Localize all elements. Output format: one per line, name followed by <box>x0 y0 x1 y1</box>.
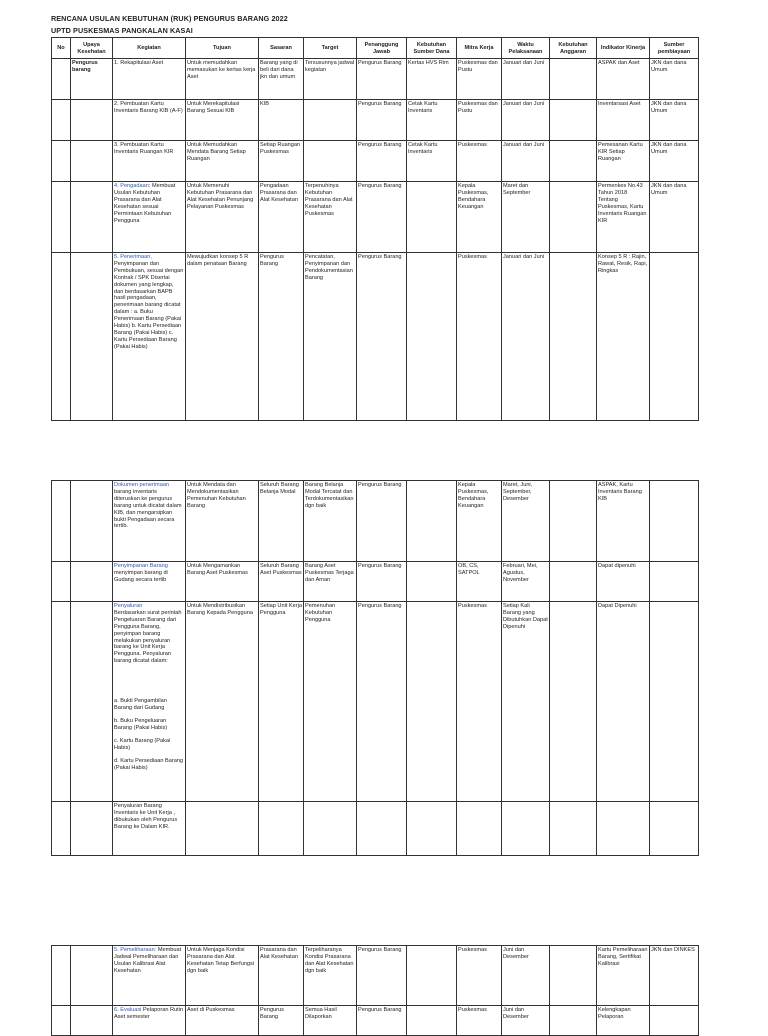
kegiatan-heading: Dokumen penerimaan <box>114 482 170 488</box>
table-row <box>52 141 699 182</box>
header-kebutuhan-sumber-dana: Kebutuhan Sumber Dana <box>407 38 457 59</box>
cell-tujuan: Untuk Memudahkan Mendata Barang Setiap Ruangan <box>186 141 259 182</box>
cell-anggaran <box>550 562 597 602</box>
cell-anggaran <box>550 253 597 421</box>
cell-waktu: Januari dan Juni <box>502 253 550 421</box>
cell-dana <box>407 602 457 802</box>
cell-sasaran: Pengurus Barang <box>259 1006 304 1036</box>
cell-mitra: Kepala Puskesmas, Bendahara Keuangan <box>457 481 502 562</box>
cell-anggaran <box>550 946 597 1006</box>
cell-kegiatan <box>113 562 186 602</box>
table-row <box>52 253 699 421</box>
ruk-table-section-1 <box>51 37 699 421</box>
cell-no <box>52 481 71 562</box>
cell-upaya: Pengurus barang <box>71 59 113 100</box>
cell-indikator: Konsep 5 R : Rajin, Rawat, Resik, Rapi, Ringkas <box>597 253 650 421</box>
document-title: RENCANA USULAN KEBUTUHAN (RUK) PENGURUS BARANG 2022 <box>51 14 288 23</box>
cell-no <box>52 100 71 141</box>
cell-sasaran: KIB <box>259 100 304 141</box>
cell-sasaran: Setiap Ruangan Puskesmas <box>259 141 304 182</box>
kegiatan-heading: 5. Pemeliharaan: <box>114 947 157 953</box>
cell-pj: Pengurus Barang <box>357 253 407 421</box>
cell-indikator: Permenkes No.43 Tahun 2018 Tentang Puskesmas, Kartu Inventaris Ruangan KIR <box>597 182 650 253</box>
cell-waktu: Maret dan September <box>502 182 550 253</box>
kegiatan-text: barang inventaris diteruskan ke pengurus barang untuk dicatat dalam KIB, dan mengarsipkan bukti Pengadaan secara tertib. <box>114 488 182 530</box>
cell-kegiatan: 1. Rekapitulasi Aset <box>113 59 186 100</box>
cell-mitra: OB, CS, SATPOL <box>457 562 502 602</box>
cell-kegiatan <box>113 946 186 1006</box>
table-row <box>52 802 699 856</box>
cell-no <box>52 141 71 182</box>
kegiatan-text: menyimpan barang di Gudang secara tertib <box>114 569 168 583</box>
cell-mitra: Kepala Puskesmas, Bendahara Keuangan <box>457 182 502 253</box>
cell-sumber <box>650 253 699 421</box>
document-subtitle: UPTD PUSKESMAS PANGKALAN KASAI <box>51 26 193 35</box>
table-header-row <box>52 38 699 59</box>
kegiatan-text: Berdasarkan surat perintah Pengeluaran Barang dari Pengguna Barang, penyimpan barang melakukan penyaluran barang ke Unit Kerja Pengguna. Penyaluran barang dicatat dalam: <box>114 609 182 665</box>
cell-sumber: JKN dan DINKES <box>650 946 699 1006</box>
header-target: Target <box>304 38 357 59</box>
cell-kegiatan <box>113 481 186 562</box>
cell-waktu: Juni dan Desember <box>502 946 550 1006</box>
cell-tujuan: Aset di Puskesmas <box>186 1006 259 1036</box>
cell-mitra: Puskesmas <box>457 946 502 1006</box>
cell-no <box>52 562 71 602</box>
cell-dana: Cetak Kartu Inventaris <box>407 141 457 182</box>
cell-indikator: ASPAK, Kartu Inventaris Barang KIB <box>597 481 650 562</box>
cell-sumber: JKN dan dana Umum <box>650 141 699 182</box>
cell-pj: Pengurus Barang <box>357 100 407 141</box>
cell-pj <box>357 802 407 856</box>
cell-pj: Pengurus Barang <box>357 1006 407 1036</box>
cell-indikator <box>597 802 650 856</box>
header-sumber-pembiayaan: Sumber pembiayaan <box>650 38 699 59</box>
list-item: a. Bukti Pengambilan Barang dari Gudang <box>114 698 167 712</box>
cell-pj: Pengurus Barang <box>357 562 407 602</box>
cell-target <box>304 100 357 141</box>
cell-anggaran <box>550 481 597 562</box>
cell-anggaran <box>550 182 597 253</box>
cell-no <box>52 182 71 253</box>
cell-anggaran <box>550 1006 597 1036</box>
table-row <box>52 481 699 562</box>
cell-target: Pemenuhan Kebutuhan Pengguna <box>304 602 357 802</box>
cell-kegiatan <box>113 182 186 253</box>
cell-tujuan: Untuk Mengamankan Barang Aset Puskesmas <box>186 562 259 602</box>
kegiatan-text: Pelaporan Rutin Aset semester <box>114 1007 184 1020</box>
cell-waktu: Januari dan Juni <box>502 141 550 182</box>
list-item: c. Kartu Barang (Pakai Habis) <box>114 737 171 751</box>
cell-sasaran: Barang yang di beli dari dana jkn dan umum <box>259 59 304 100</box>
cell-indikator: Dapat Dipenuhi <box>597 602 650 802</box>
cell-sasaran: Prasarana dan Alat Kesehatan <box>259 946 304 1006</box>
cell-pj: Pengurus Barang <box>357 141 407 182</box>
cell-sasaran: Pengadaan Prasarana dan Alat Kesehatan <box>259 182 304 253</box>
table-row <box>52 562 699 602</box>
cell-kegiatan <box>113 253 186 421</box>
cell-sumber <box>650 481 699 562</box>
cell-mitra: Puskesmas <box>457 253 502 421</box>
cell-dana <box>407 1006 457 1036</box>
cell-mitra: Puskesmas dan Pustu <box>457 100 502 141</box>
cell-upaya <box>71 141 113 182</box>
cell-target: Tersusunnya jadwal kegiatan <box>304 59 357 100</box>
cell-anggaran <box>550 602 597 802</box>
cell-waktu: Februari, Mei, Agustus, November <box>502 562 550 602</box>
cell-sasaran: Setiap Unit Kerja Pengguna <box>259 602 304 802</box>
cell-dana <box>407 182 457 253</box>
cell-anggaran <box>550 141 597 182</box>
cell-sasaran: Seluruh Barang Aset Puskesmas <box>259 562 304 602</box>
cell-upaya <box>71 602 113 802</box>
cell-tujuan <box>186 802 259 856</box>
kegiatan-heading: 4. Pengadaan: <box>114 183 151 189</box>
cell-target: Terpeliharanya Kondisi Prasarana dan Alat Kesehatan dgn baik <box>304 946 357 1006</box>
cell-no <box>52 946 71 1006</box>
cell-mitra: Puskesmas <box>457 141 502 182</box>
cell-waktu: Maret, Juni, September, Desember <box>502 481 550 562</box>
header-sasaran: Sasaran <box>259 38 304 59</box>
cell-pj: Pengurus Barang <box>357 481 407 562</box>
cell-tujuan: Untuk Menjaga Kondisi Prasarana dan Alat Kesehatan Tetap Berfungsi dgn baik <box>186 946 259 1006</box>
cell-dana <box>407 253 457 421</box>
header-waktu-pelaksanaan: Waktu Pelaksanaan <box>502 38 550 59</box>
cell-upaya <box>71 182 113 253</box>
cell-mitra: Puskesmas <box>457 602 502 802</box>
cell-sumber <box>650 602 699 802</box>
cell-tujuan: Untuk Mendistribusikan Barang Kepada Pengguna <box>186 602 259 802</box>
ruk-table-section-3 <box>51 945 699 1036</box>
cell-pj: Pengurus Barang <box>357 946 407 1006</box>
cell-upaya <box>71 481 113 562</box>
cell-no <box>52 59 71 100</box>
list-item: d. Kartu Persediaan Barang (Pakai Habis) <box>114 757 184 771</box>
kegiatan-text: Membuat Usulan Kebutuhan Prasarana dan Alat Kesehatan sesuai Permintaan Kebutuhan Pengguna <box>114 183 176 224</box>
cell-pj: Pengurus Barang <box>357 182 407 253</box>
cell-tujuan: Untuk memudahkan memasukan ke kertas kerja Aset <box>186 59 259 100</box>
cell-tujuan: Untuk Memenuhi Kebutuhan Prasarana dan Alat Kesehatan Penunjang Pelayanan Puskesmas <box>186 182 259 253</box>
cell-upaya <box>71 253 113 421</box>
cell-mitra: Puskesmas <box>457 1006 502 1036</box>
cell-kegiatan <box>113 602 186 802</box>
cell-indikator: Inventarsasi Aset <box>597 100 650 141</box>
cell-sumber <box>650 802 699 856</box>
list-item: b. Buku Pengeluaran Barang (Pakai Habis) <box>114 717 168 731</box>
table-row <box>52 100 699 141</box>
cell-no <box>52 802 71 856</box>
cell-indikator: ASPAK dan Aset <box>597 59 650 100</box>
cell-tujuan: Untuk Merekapitulasi Barang Sesuai KIB <box>186 100 259 141</box>
ruk-table-section-2 <box>51 480 699 856</box>
cell-sumber: JKN dan dana Umum <box>650 59 699 100</box>
cell-upaya <box>71 946 113 1006</box>
cell-waktu: Juni dan Desember <box>502 1006 550 1036</box>
header-tujuan: Tujuan <box>186 38 259 59</box>
kegiatan-text: Penyimpanan dan Pembukuan, sesuai dengan Kontrak / SPK Disertai dokumen yang lengkap, dan berdasarkan BAPB hasil pengadaan, penerimaan barang dicatat dalam : a. Buku Penerimaan Barang (Pakai Habis) b. Kartu Persediaan Barang (Pakai Habis) c. Kartu Persediaan Barang (Pakai Habis) <box>114 260 184 350</box>
cell-upaya <box>71 1006 113 1036</box>
cell-indikator: Kartu Pemeliharaan Barang, Sertifikat Kalibrasi <box>597 946 650 1006</box>
cell-sasaran: Seluruh Barang Belanja Modal <box>259 481 304 562</box>
cell-anggaran <box>550 802 597 856</box>
cell-sasaran <box>259 802 304 856</box>
cell-indikator: Kelengkapan Pelaporan <box>597 1006 650 1036</box>
cell-dana: Cetak Kartu Inventaris <box>407 100 457 141</box>
cell-kegiatan: Penyaluran Barang Inventaris ke Unit Kerja , dibukukan oleh Pengurus Barang ke Dalam KIR. <box>113 802 186 856</box>
cell-sasaran: Pengurus Barang <box>259 253 304 421</box>
table-row <box>52 1006 699 1036</box>
cell-no <box>52 253 71 421</box>
cell-no <box>52 1006 71 1036</box>
cell-target: Terpenuhinya Kebutuhan Prasarana dan Alat Kesehatan Puskesmas <box>304 182 357 253</box>
header-kegiatan: Kegiatan <box>113 38 186 59</box>
table-row <box>52 602 699 802</box>
table-row <box>52 182 699 253</box>
cell-indikator: Pemesanan Kartu KIR Setiap Ruangan <box>597 141 650 182</box>
cell-target: Pencatatan, Penyimpanan dan Pendokumentasian Barang <box>304 253 357 421</box>
cell-upaya <box>71 562 113 602</box>
cell-waktu: Januari dan Juni <box>502 100 550 141</box>
cell-sumber <box>650 562 699 602</box>
cell-dana <box>407 802 457 856</box>
cell-dana <box>407 946 457 1006</box>
cell-tujuan: Mewujudkan konsep 5 R dalam penataan Barang <box>186 253 259 421</box>
cell-anggaran <box>550 59 597 100</box>
cell-target <box>304 141 357 182</box>
kegiatan-heading: 6. Evaluasi <box>114 1007 142 1013</box>
cell-waktu <box>502 802 550 856</box>
kegiatan-heading: 5. Penerimaan, <box>114 254 152 260</box>
cell-dana <box>407 481 457 562</box>
cell-dana <box>407 562 457 602</box>
cell-waktu: Januari dan Juni <box>502 59 550 100</box>
cell-pj: Pengurus Barang <box>357 59 407 100</box>
cell-mitra <box>457 802 502 856</box>
cell-no <box>52 602 71 802</box>
cell-kegiatan <box>113 1006 186 1036</box>
cell-indikator: Dapat dipenuhi <box>597 562 650 602</box>
cell-kegiatan: 2. Pembuatan Kartu Inventaris Barang KIB (A-F) <box>113 100 186 141</box>
header-mitra-kerja: Mitra Kerja <box>457 38 502 59</box>
header-penanggung-jawab: Penanggung Jawab <box>357 38 407 59</box>
cell-mitra: Puskesmas dan Pustu <box>457 59 502 100</box>
header-no: No <box>52 38 71 59</box>
cell-upaya <box>71 100 113 141</box>
cell-pj: Pengurus Barang <box>357 602 407 802</box>
kegiatan-heading: Penyimpanan Barang <box>114 563 168 569</box>
kegiatan-heading: Penyaluran <box>114 603 143 609</box>
cell-kegiatan: 3. Pembuatan Kartu Inventaris Ruangan KIR <box>113 141 186 182</box>
cell-upaya <box>71 802 113 856</box>
cell-target: Semua Hasil Dilaporkan <box>304 1006 357 1036</box>
cell-target: Barang Belanja Modal Tercatat dan Terdokumentasikan dgn baik <box>304 481 357 562</box>
cell-target <box>304 802 357 856</box>
cell-tujuan: Untuk Mendata dan Mendokumentasikan Pemenuhan Kebutuhan Barang <box>186 481 259 562</box>
kegiatan-text: Membuat Jadwal Pemeliharaan dan Usulan Kalibrasi Alat Kesehatan <box>114 947 182 974</box>
table-row <box>52 946 699 1006</box>
cell-target: Barang Aset Puskesmas Terjaga dan Aman <box>304 562 357 602</box>
header-indikator-kinerja: Indikator Kinerja <box>597 38 650 59</box>
cell-waktu: Setiap Kali Barang yang Dibutuhkan Dapat Dipenuhi <box>502 602 550 802</box>
cell-dana: Kertas HVS Rim <box>407 59 457 100</box>
cell-anggaran <box>550 100 597 141</box>
header-upaya-kesehatan: Upaya Kesehatan <box>71 38 113 59</box>
header-kebutuhan-anggaran: Kebutuhan Anggaran <box>550 38 597 59</box>
cell-sumber: JKN dan dana Umum <box>650 182 699 253</box>
table-row <box>52 59 699 100</box>
cell-sumber: JKN dan dana Umum <box>650 100 699 141</box>
cell-sumber <box>650 1006 699 1036</box>
